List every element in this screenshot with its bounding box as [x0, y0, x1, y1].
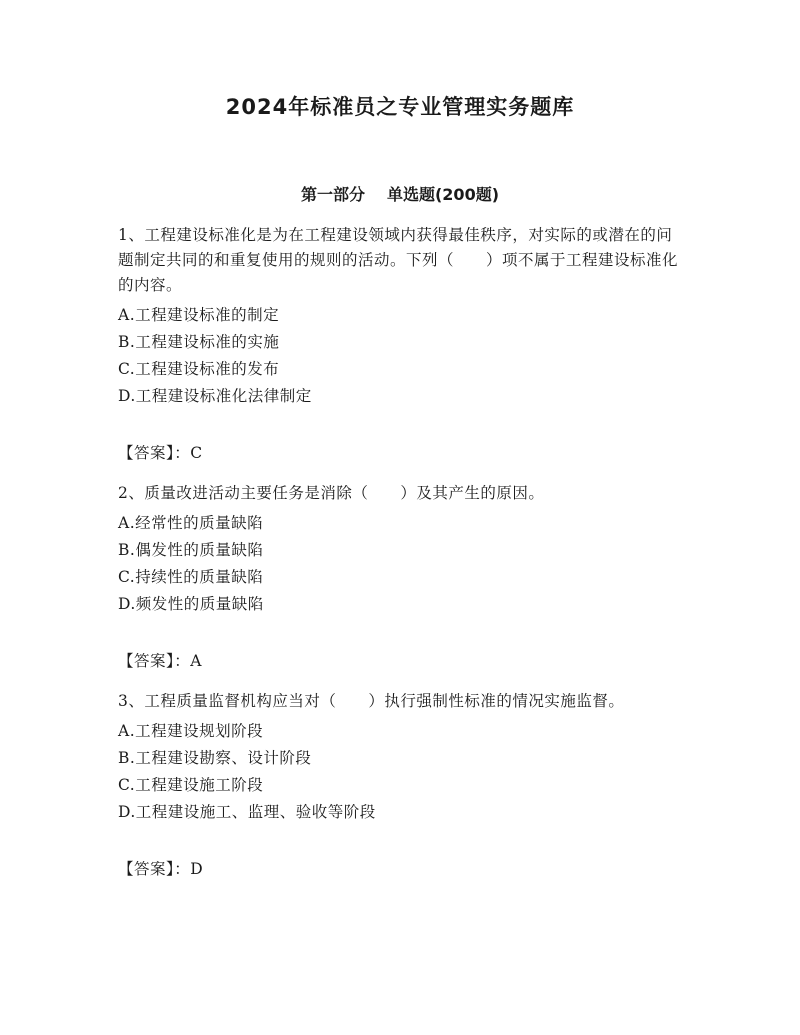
option-d: D.工程建设标准化法律制定 — [118, 387, 312, 405]
option-d: D.频发性的质量缺陷 — [118, 595, 264, 613]
option-b: B.工程建设勘察、设计阶段 — [118, 749, 312, 767]
answer-line — [118, 649, 682, 674]
answer-value: C — [190, 444, 203, 462]
option-a: A.工程建设规划阶段 — [118, 722, 264, 740]
answer-line — [118, 441, 682, 466]
section-part: 第一部分 — [300, 185, 365, 204]
answer-value: A — [190, 652, 202, 670]
option-d: D.工程建设施工、监理、验收等阶段 — [118, 803, 376, 821]
option-c: C.持续性的质量缺陷 — [118, 568, 264, 586]
question-stem: 2、质量改进活动主要任务是消除（ ）及其产生的原因。 — [118, 484, 545, 502]
option-list — [118, 718, 682, 826]
option-list — [118, 510, 682, 618]
section-name: 单选题(200题) — [386, 185, 500, 204]
option-c: C.工程建设施工阶段 — [118, 776, 264, 794]
question-stem: 3、工程质量监督机构应当对（ ）执行强制性标准的情况实施监督。 — [118, 692, 625, 710]
answer-label: 【答案】： — [118, 444, 191, 462]
answer-label: 【答案】： — [118, 860, 191, 878]
section-heading — [0, 182, 800, 208]
answer-value: D — [190, 860, 204, 878]
answer-line — [118, 857, 682, 882]
option-b: B.工程建设标准的实施 — [118, 333, 280, 351]
question-2 — [118, 481, 682, 674]
question-1 — [118, 223, 682, 466]
page-title: 2024年标准员之专业管理实务题库 — [225, 95, 575, 119]
option-b: B.偶发性的质量缺陷 — [118, 541, 264, 559]
option-a: A.经常性的质量缺陷 — [118, 514, 264, 532]
option-c: C.工程建设标准的发布 — [118, 360, 280, 378]
question-3 — [118, 689, 682, 882]
option-list — [118, 302, 682, 410]
option-a: A.工程建设标准的制定 — [118, 306, 280, 324]
question-stem: 1、工程建设标准化是为在工程建设领域内获得最佳秩序，对实际的或潜在的问题制定共同的和重复使用的规则的活动。下列（ ）项不属于工程建设标准化的内容。 — [118, 226, 679, 294]
answer-label: 【答案】： — [118, 652, 191, 670]
question-list — [118, 223, 682, 882]
